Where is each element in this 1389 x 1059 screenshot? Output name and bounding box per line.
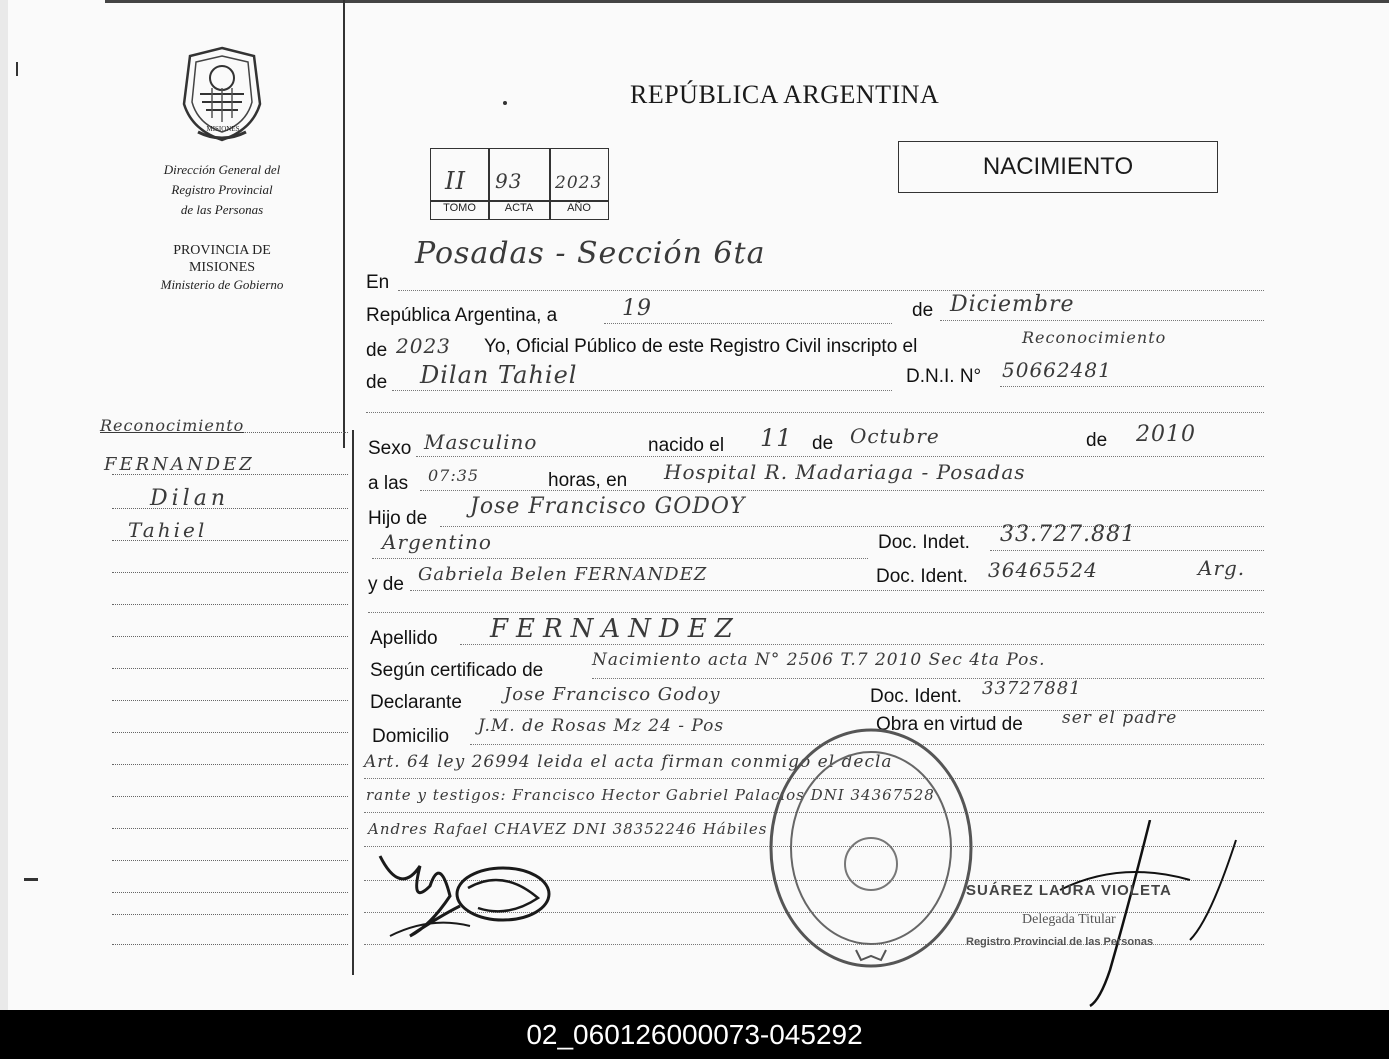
margin-note-1: Reconocimiento: [100, 416, 245, 435]
top-border: [105, 0, 1389, 3]
inscripto-value: Reconocimiento: [1022, 328, 1167, 347]
padre-nacionalidad: Argentino: [382, 530, 492, 554]
de-anio-label: de: [1086, 430, 1108, 451]
ministry: Ministerio de Gobierno: [160, 277, 284, 292]
scan-mark: [16, 62, 18, 76]
officer-name: SUÁREZ LAURA VIOLETA: [966, 882, 1172, 899]
margin-line: [112, 914, 348, 915]
acta-label: ACTA: [504, 202, 534, 214]
margin-line: [112, 944, 348, 945]
vertical-divider: [343, 0, 345, 448]
org-line-3: de las Personas: [180, 202, 264, 217]
margin-line: [112, 572, 348, 573]
dotted-line: [366, 412, 1264, 413]
padre-value: Jose Francisco GODOY: [470, 494, 746, 519]
y-de-label: y de: [368, 574, 404, 595]
madre-nacionalidad: Arg.: [1198, 556, 1246, 580]
margin-line: [112, 636, 348, 637]
decl-doc-value: 33727881: [982, 678, 1082, 699]
name-value: Dilan Tahiel: [420, 361, 578, 389]
apellido-label: Apellido: [370, 628, 438, 649]
dotted-line: [604, 323, 892, 324]
en-label: En: [366, 272, 390, 293]
dotted-line: [592, 678, 1264, 679]
doc-indet-label: Doc. Indet.: [878, 532, 970, 553]
dotted-line: [460, 644, 1264, 645]
dotted-line: [1000, 386, 1264, 387]
republica-label: República Argentina, a: [366, 305, 558, 326]
margin-line: [112, 796, 348, 797]
margin-note-3: Dilan: [150, 486, 229, 511]
margin-line: [112, 700, 348, 701]
scan-mark: [24, 878, 38, 881]
decl-doc-label: Doc. Ident.: [870, 686, 962, 707]
segun-value: Nacimiento acta N° 2506 T.7 2010 Sec 4ta Pos.: [592, 650, 1046, 670]
anio-value: 2023: [555, 173, 603, 193]
hora-value: 07:35: [428, 466, 480, 485]
margin-note-2: FERNANDEZ: [104, 454, 255, 475]
margin-note-4: Tahiel: [128, 518, 208, 542]
margin-line: [112, 604, 348, 605]
dot-mark: [503, 101, 507, 105]
en-value: Posadas - Sección 6ta: [415, 236, 766, 271]
dni-value: 50662481: [1002, 358, 1112, 382]
apellido-value: FERNANDEZ: [490, 614, 741, 644]
observaciones-line-2: rante y testigos: Francisco Hector Gabriel Palacios DNI 34367528: [366, 786, 935, 804]
anio-label: AÑO: [567, 202, 591, 214]
province-line-2: MISIONES: [188, 260, 256, 275]
org-line-1: Dirección General del: [163, 162, 281, 177]
yo-text: Yo, Oficial Público de este Registro Civil inscripto el: [484, 336, 918, 357]
margin-line: [112, 732, 348, 733]
obra-value: ser el padre: [1062, 708, 1178, 728]
segun-label: Según certificado de: [370, 660, 544, 681]
scan-edge: [0, 0, 8, 1010]
birth-day: 11: [760, 424, 793, 452]
year-value: 2023: [396, 334, 451, 358]
padre-doc: 33.727.881: [1000, 522, 1136, 547]
margin-line: [112, 668, 348, 669]
observaciones-line-1: Art. 64 ley 26994 leida el acta firman conmigo el decla: [364, 752, 893, 772]
margin-line: [112, 508, 348, 509]
province-line-1: PROVINCIA DE: [173, 243, 271, 258]
dotted-line: [990, 550, 1264, 551]
horas-label: horas, en: [548, 470, 628, 491]
province-block: [130, 242, 314, 293]
dotted-line: [368, 612, 1264, 613]
dni-label: D.N.I. N°: [906, 366, 982, 387]
reference-table: [430, 148, 609, 220]
lugar-value: Hospital R. Madariaga - Posadas: [664, 460, 1026, 484]
seal-text: MISIONES: [206, 125, 240, 133]
vertical-divider: [352, 430, 354, 975]
margin-line: [112, 828, 348, 829]
org-block: [130, 160, 314, 220]
dotted-line: [410, 590, 1264, 591]
dotted-line: [440, 526, 1264, 527]
de-label: de: [912, 300, 934, 321]
officer-title: Delegada Titular: [1022, 912, 1116, 927]
declarante-label: Declarante: [370, 692, 462, 713]
month-value: Diciembre: [950, 292, 1075, 317]
dotted-line: [416, 456, 1264, 457]
tomo-label: TOMO: [443, 202, 476, 214]
de-mes-label: de: [812, 433, 834, 454]
obra-label: Obra en virtud de: [876, 714, 1023, 735]
signature-center: [448, 858, 558, 938]
footer-code: 02_060126000073-045292: [526, 1018, 863, 1050]
de-name-label: de: [366, 372, 388, 393]
doc-ident-label: Doc. Ident.: [876, 566, 968, 587]
org-line-2: Registro Provincial: [171, 182, 273, 197]
margin-line: [112, 764, 348, 765]
document-type-label: NACIMIENTO: [982, 153, 1134, 180]
acta-value: 93: [495, 169, 523, 193]
birth-year: 2010: [1136, 422, 1196, 447]
document-type-box: [898, 141, 1218, 193]
dotted-line: [392, 390, 892, 391]
dotted-line: [372, 558, 868, 559]
official-seal-stamp: [766, 724, 976, 972]
margin-line: [112, 860, 348, 861]
tomo-value: II: [445, 167, 466, 195]
de-year-label: de: [366, 340, 388, 361]
madre-doc: 36465524: [988, 558, 1098, 582]
birth-month: Octubre: [850, 424, 940, 448]
madre-value: Gabriela Belen FERNANDEZ: [418, 564, 708, 585]
sexo-value: Masculino: [424, 430, 538, 454]
country-title: REPÚBLICA ARGENTINA: [630, 80, 940, 109]
dotted-line: [420, 490, 1264, 491]
margin-line: [112, 892, 348, 893]
dotted-line: [940, 320, 1264, 321]
day-value: 19: [622, 296, 652, 321]
nacido-label: nacido el: [648, 435, 725, 456]
hijo-label: Hijo de: [368, 508, 428, 529]
footer-bar: [0, 1010, 1389, 1059]
domicilio-value: J.M. de Rosas Mz 24 - Pos: [478, 716, 725, 736]
dotted-line: [398, 290, 1264, 291]
sexo-label: Sexo: [368, 438, 412, 459]
domicilio-label: Domicilio: [372, 726, 450, 747]
declarante-value: Jose Francisco Godoy: [504, 684, 721, 705]
officer-office: Registro Provincial de las Personas: [966, 936, 1154, 948]
observaciones-line-3: Andres Rafael CHAVEZ DNI 38352246 Hábiles: [368, 820, 768, 838]
a-las-label: a las: [368, 473, 409, 494]
